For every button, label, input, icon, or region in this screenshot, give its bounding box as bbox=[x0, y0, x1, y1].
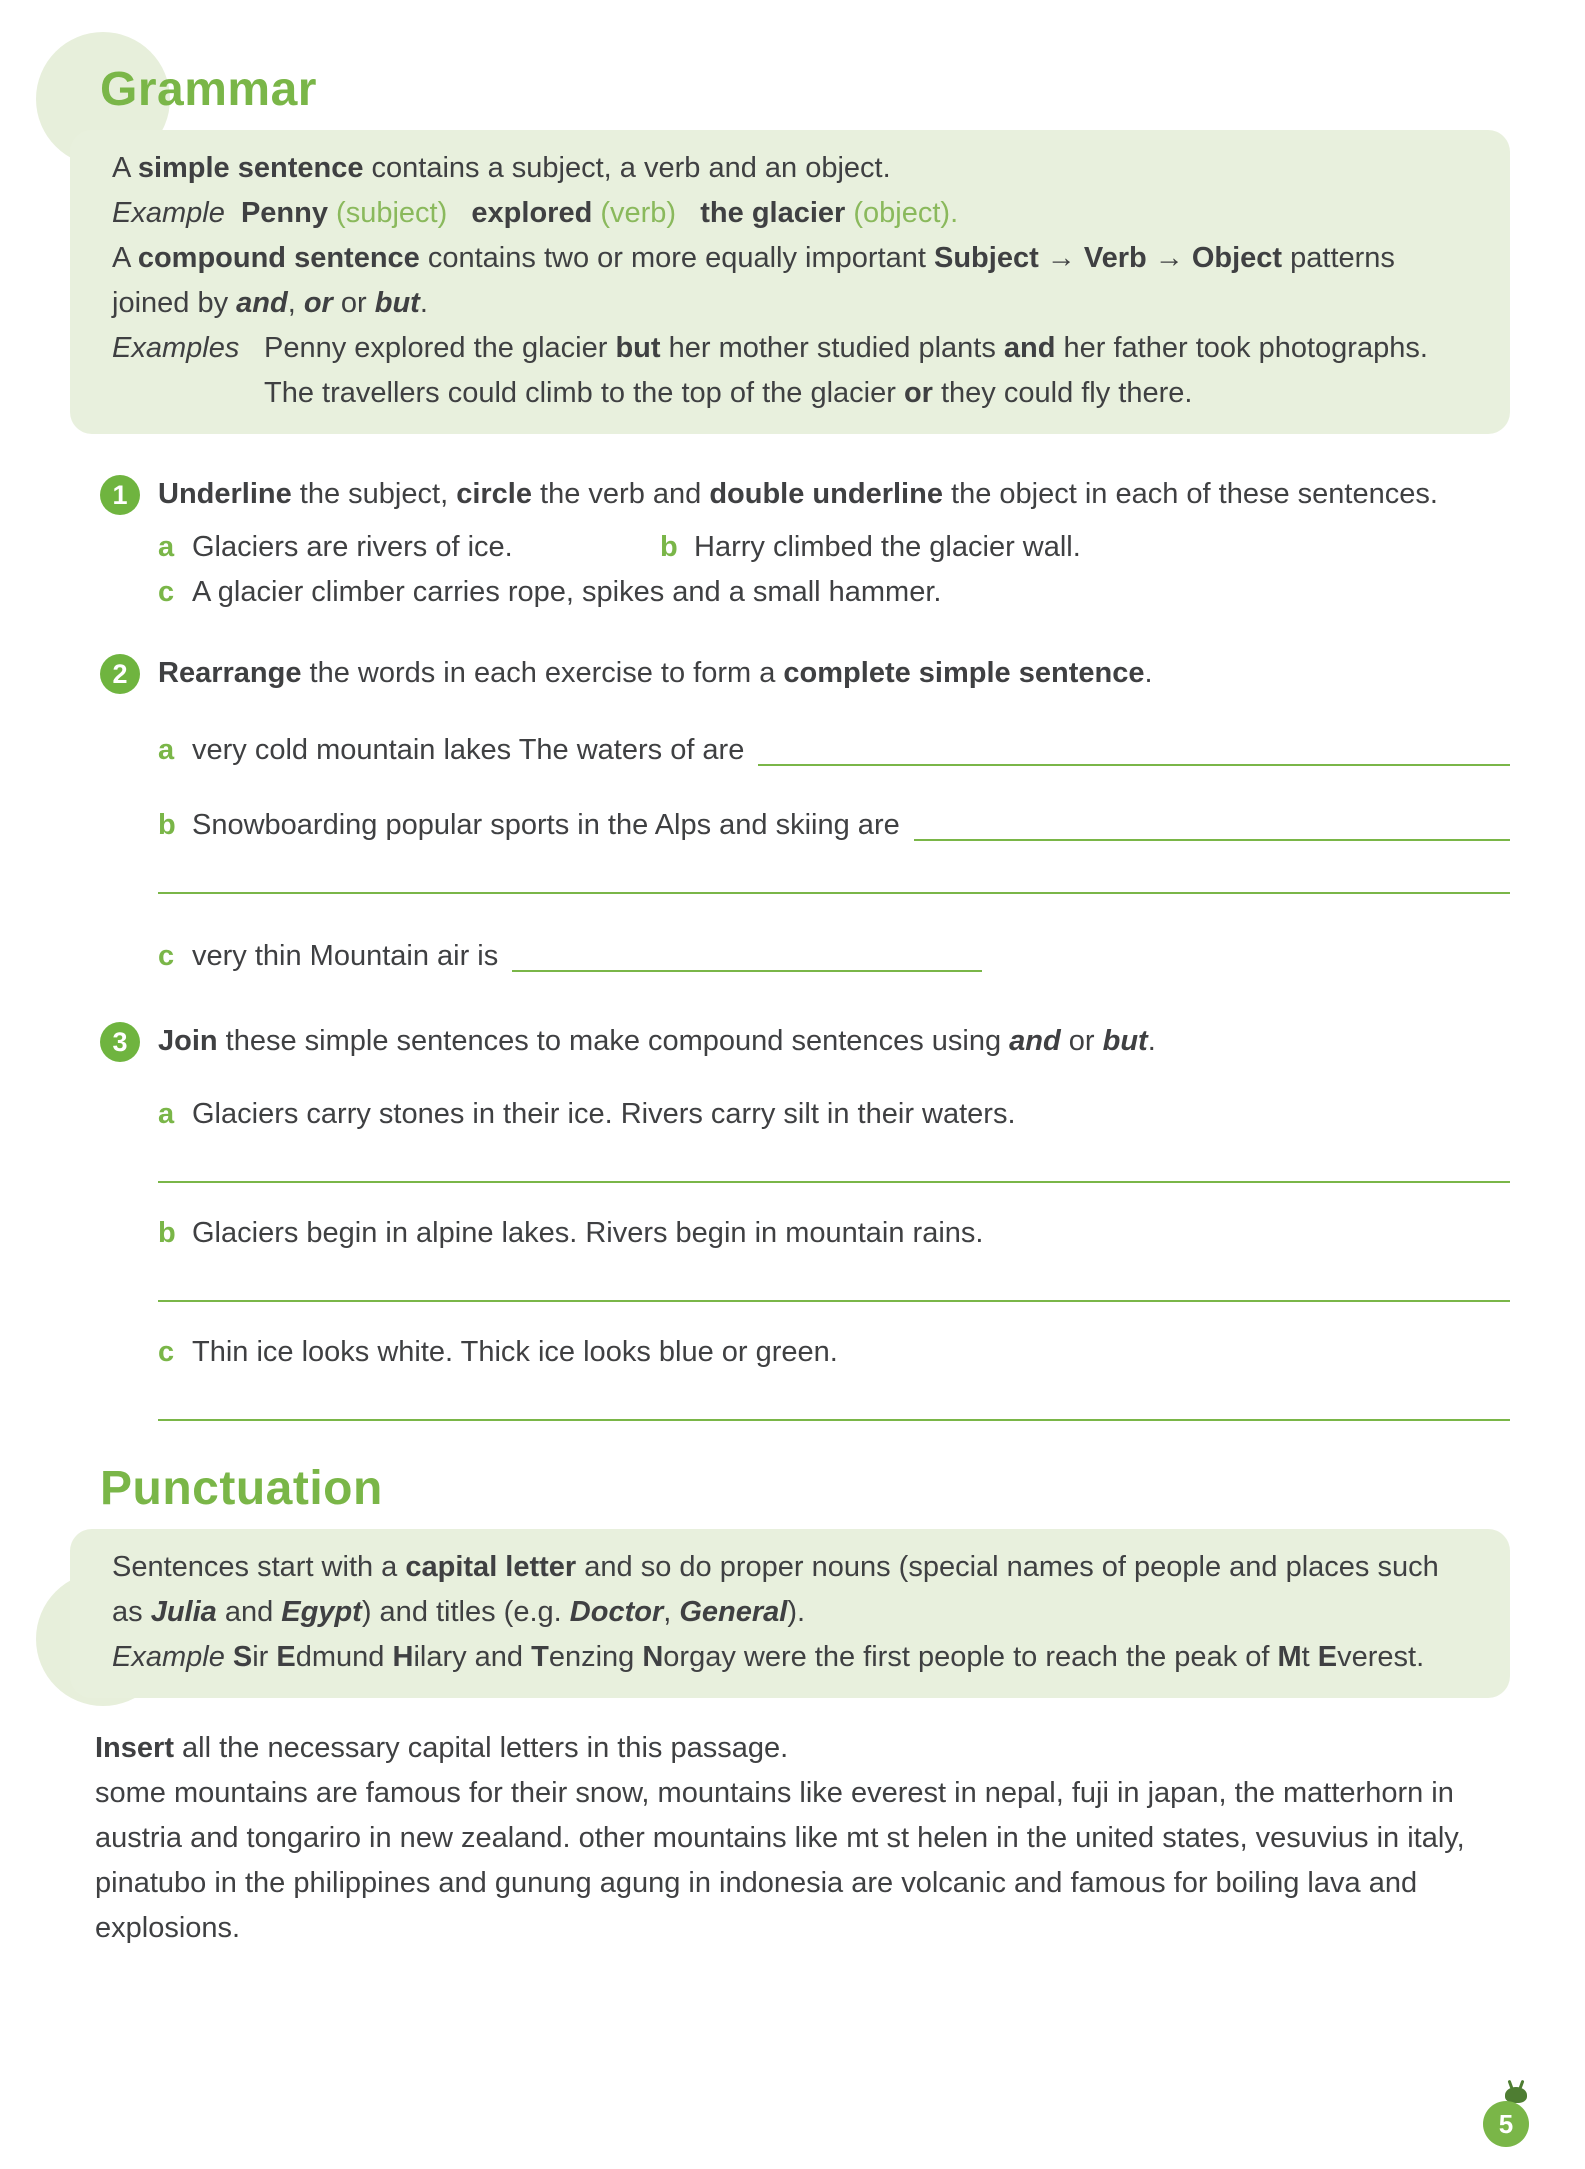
exercise-2-item-a bbox=[158, 728, 1510, 773]
grammar-heading: Grammar bbox=[100, 63, 317, 116]
page-number-badge bbox=[1479, 2087, 1533, 2147]
grammar-rule-simple: A simple sentence contains a subject, a verb and an object. bbox=[112, 152, 891, 184]
exercise-2-items bbox=[158, 728, 1510, 979]
exercise-3-item-a bbox=[158, 1092, 1510, 1137]
punctuation-info-box bbox=[70, 1529, 1510, 1698]
exercise-1-header bbox=[70, 472, 1510, 517]
item-c-label: c bbox=[158, 576, 175, 608]
item-b-text: Harry climbed the glacier wall. bbox=[694, 531, 1081, 563]
insert-prompt: Insert all the necessary capital letters in this passage. bbox=[95, 1732, 789, 1764]
grammar-example-simple: Example Penny (subject) explored (verb) the glacier (object). bbox=[112, 197, 959, 229]
exercise-3-prompt: Join these simple sentences to make compound sentences using and or but. bbox=[158, 1025, 1156, 1057]
exercise-2-item-c bbox=[158, 934, 1510, 979]
exercise-3 bbox=[70, 1019, 1510, 1421]
exercise-1-item-c bbox=[158, 570, 1510, 615]
insert-passage: some mountains are famous for their snow, mountains like everest in nepal, fuji in japan, the matterhorn in austria and tongariro in new zealand. other mountains like mt st helen in the united states, vesuvius in italy, pinatubo in the philippines and gunung agung in indonesia are volcanic and famous for boiling lava and explosions. bbox=[95, 1777, 1465, 1944]
item-b-text: Snowboarding popular sports in the Alps and skiing are bbox=[192, 809, 900, 841]
item-c-text: A glacier climber carries rope, spikes and a small hammer. bbox=[192, 576, 942, 608]
punctuation-section bbox=[70, 1463, 1510, 1951]
exercise-3-item-c bbox=[158, 1330, 1510, 1375]
item-c-label: c bbox=[158, 940, 175, 972]
exercise-1-item-b bbox=[660, 525, 1081, 570]
answer-line-3a[interactable] bbox=[158, 1181, 1510, 1183]
item-b-label: b bbox=[158, 1217, 176, 1249]
answer-line-3b[interactable] bbox=[158, 1300, 1510, 1302]
answer-line-3c[interactable] bbox=[158, 1419, 1510, 1421]
exercise-1-number-badge: 1 bbox=[100, 475, 140, 515]
item-c-text: Thin ice looks white. Thick ice looks blue or green. bbox=[192, 1336, 838, 1368]
grammar-example-compound-1: Penny explored the glacier but her mother studied plants and her father took photographs. bbox=[264, 332, 1428, 364]
grammar-rule-compound: A compound sentence contains two or more equally important Subject → Verb → Object patterns joined by and, or or but. bbox=[112, 242, 1395, 319]
grammar-info-box bbox=[70, 130, 1510, 434]
item-a-text: very cold mountain lakes The waters of are bbox=[192, 734, 745, 766]
insert-exercise bbox=[95, 1726, 1510, 1951]
examples-content bbox=[264, 326, 1472, 416]
item-a-label: a bbox=[158, 734, 175, 766]
punctuation-heading: Punctuation bbox=[100, 1462, 383, 1515]
item-c-text: very thin Mountain air is bbox=[192, 940, 499, 972]
exercise-3-number-badge: 3 bbox=[100, 1022, 140, 1062]
exercise-3-header bbox=[70, 1019, 1510, 1064]
punctuation-rule: Sentences start with a capital letter and so do proper nouns (special names of people and places such as Julia and Egypt) and titles (e.g. Doctor, General). bbox=[112, 1551, 1439, 1628]
item-c-label: c bbox=[158, 1336, 175, 1368]
exercise-1-item-a bbox=[158, 525, 660, 570]
grammar-examples-block bbox=[112, 326, 1472, 416]
exercise-3-item-b bbox=[158, 1211, 1510, 1256]
exercise-1 bbox=[70, 472, 1510, 615]
exercise-2-header bbox=[70, 651, 1510, 696]
item-a-label: a bbox=[158, 531, 175, 563]
examples-label: Examples bbox=[112, 332, 240, 364]
page-number: 5 bbox=[1483, 2101, 1529, 2147]
punctuation-example: Example Sir Edmund Hilary and Tenzing Norgay were the first people to reach the peak of Mt Everest. bbox=[112, 1641, 1425, 1673]
item-a-text: Glaciers are rivers of ice. bbox=[192, 531, 513, 563]
item-b-label: b bbox=[158, 809, 176, 841]
exercise-2 bbox=[70, 651, 1510, 979]
exercise-2-item-b bbox=[158, 803, 1510, 848]
answer-line-2a[interactable] bbox=[758, 764, 1510, 766]
answer-line-2b[interactable] bbox=[914, 839, 1510, 841]
grammar-example-compound-2: The travellers could climb to the top of the glacier or they could fly there. bbox=[264, 377, 1193, 409]
item-b-label: b bbox=[660, 531, 678, 563]
exercise-2-number-badge: 2 bbox=[100, 654, 140, 694]
item-b-text: Glaciers begin in alpine lakes. Rivers begin in mountain rains. bbox=[192, 1217, 984, 1249]
exercise-3-items bbox=[70, 1092, 1510, 1421]
item-a-label: a bbox=[158, 1098, 175, 1130]
exercise-1-row-ab bbox=[158, 525, 1510, 570]
exercise-2-prompt: Rearrange the words in each exercise to form a complete simple sentence. bbox=[158, 657, 1153, 689]
answer-line-2c[interactable] bbox=[512, 970, 982, 972]
grammar-section bbox=[70, 64, 1510, 1421]
exercise-1-items bbox=[158, 525, 1510, 615]
exercise-1-prompt: Underline the subject, circle the verb and double underline the object in each of these sentences. bbox=[158, 478, 1438, 510]
item-a-text: Glaciers carry stones in their ice. Rivers carry silt in their waters. bbox=[192, 1098, 1016, 1130]
answer-line-2b-continued[interactable] bbox=[158, 892, 1510, 894]
